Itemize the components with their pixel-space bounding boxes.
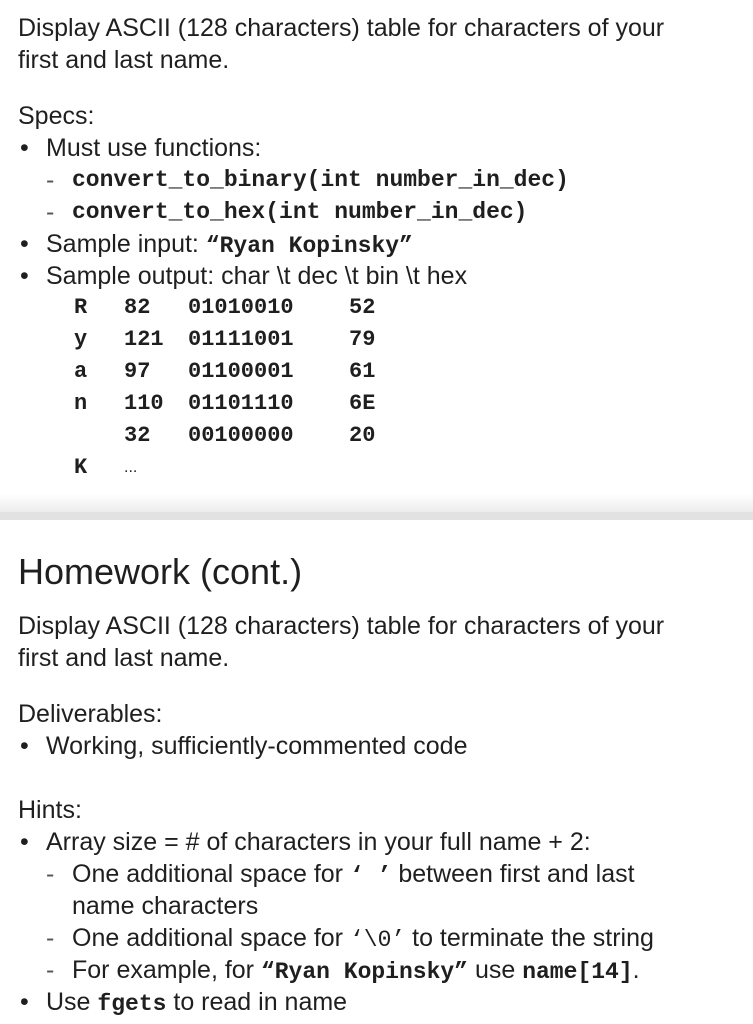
table-cell-dec: 82 xyxy=(124,295,151,320)
table-cell-hex: 61 xyxy=(349,359,376,384)
deliverable-item: Working, sufficiently-commented code xyxy=(46,732,468,760)
specs-label: Specs: xyxy=(18,102,95,130)
dash: - xyxy=(46,166,55,194)
table-cell-bin: 01010010 xyxy=(188,295,294,320)
hint-text: Use xyxy=(46,988,98,1016)
bullet-dot: • xyxy=(20,988,29,1016)
intro-line-2: first and last name. xyxy=(18,46,230,74)
sample-input-value: “Ryan Kopinsky” xyxy=(205,233,413,259)
example-name: “Ryan Kopinsky” xyxy=(260,959,468,985)
hint-text: between first and last xyxy=(391,860,635,888)
table-cell-dec: 97 xyxy=(124,359,151,384)
table-cell-hex: 79 xyxy=(349,327,376,352)
dash: - xyxy=(46,198,55,226)
table-cell-hex: 6E xyxy=(349,391,376,416)
hint-space-line-2: name characters xyxy=(72,892,259,920)
bullet-dot: • xyxy=(20,230,29,258)
table-cell-char: R xyxy=(74,295,88,320)
bullet-dot: • xyxy=(20,828,29,856)
function-convert-to-hex: convert_to_hex(int number_in_dec) xyxy=(72,199,528,225)
table-cell-bin: 01101110 xyxy=(188,391,294,416)
table-cell-char: a xyxy=(74,359,88,384)
bullet-must-use-functions: Must use functions: xyxy=(46,134,262,162)
slide-homework-cont xyxy=(0,520,753,1024)
bullet-sample-input xyxy=(46,228,413,262)
sample-input-label: Sample input: xyxy=(46,230,206,258)
bullet-dot: • xyxy=(20,732,29,760)
hint-text: One additional space for xyxy=(72,924,350,952)
slide-bottom-shade xyxy=(0,494,753,512)
dash: - xyxy=(46,924,55,952)
table-cell-bin: 00100000 xyxy=(188,423,294,448)
table-cell-char: y xyxy=(74,327,88,352)
table-cell-bin: 01111001 xyxy=(188,327,294,352)
hint-space-line xyxy=(72,858,635,892)
hint-text: One additional space for xyxy=(72,860,350,888)
function-convert-to-binary: convert_to_binary(int number_in_dec) xyxy=(72,167,569,193)
bullet-dot: • xyxy=(20,262,29,290)
table-cell-dec: 32 xyxy=(124,423,151,448)
dash: - xyxy=(46,956,55,984)
hint-text: use xyxy=(468,956,523,984)
hint-array-size: Array size = # of characters in your full name + 2: xyxy=(46,828,591,856)
intro-line-1: Display ASCII (128 characters) table for characters of your xyxy=(18,612,665,640)
intro-line-2: first and last name. xyxy=(18,644,230,672)
table-cell-dec: 121 xyxy=(124,327,164,352)
table-ellipsis: ... xyxy=(124,459,138,476)
table-cell-hex: 52 xyxy=(349,295,376,320)
hint-example xyxy=(72,954,640,988)
fgets-code: fgets xyxy=(97,991,167,1017)
table-cell-char: n xyxy=(74,391,88,416)
example-array-code: name[14] xyxy=(522,959,633,985)
bullet-sample-output: Sample output: char \t dec \t bin \t hex xyxy=(46,262,468,290)
hints-label: Hints: xyxy=(18,796,82,824)
hint-null-terminator xyxy=(72,922,654,956)
null-char-code: ‘\0’ xyxy=(349,927,406,953)
hint-text: to terminate the string xyxy=(405,924,654,952)
slide-separator xyxy=(0,512,753,520)
table-cell-hex: 20 xyxy=(349,423,376,448)
hint-text: to read in name xyxy=(166,988,348,1016)
table-cell-char: K xyxy=(74,455,88,480)
table-cell-bin: 01100001 xyxy=(188,359,294,384)
hint-text: . xyxy=(632,956,640,984)
table-cell-dec: 110 xyxy=(124,391,164,416)
intro-line-1: Display ASCII (128 characters) table for characters of your xyxy=(18,14,665,42)
slide-title: Homework (cont.) xyxy=(18,551,303,592)
space-char-code: ‘ ’ xyxy=(349,863,392,889)
bullet-dot: • xyxy=(20,134,29,162)
deliverables-label: Deliverables: xyxy=(18,700,163,728)
hint-text: For example, for xyxy=(72,956,261,984)
hint-fgets xyxy=(46,986,347,1020)
dash: - xyxy=(46,860,55,888)
